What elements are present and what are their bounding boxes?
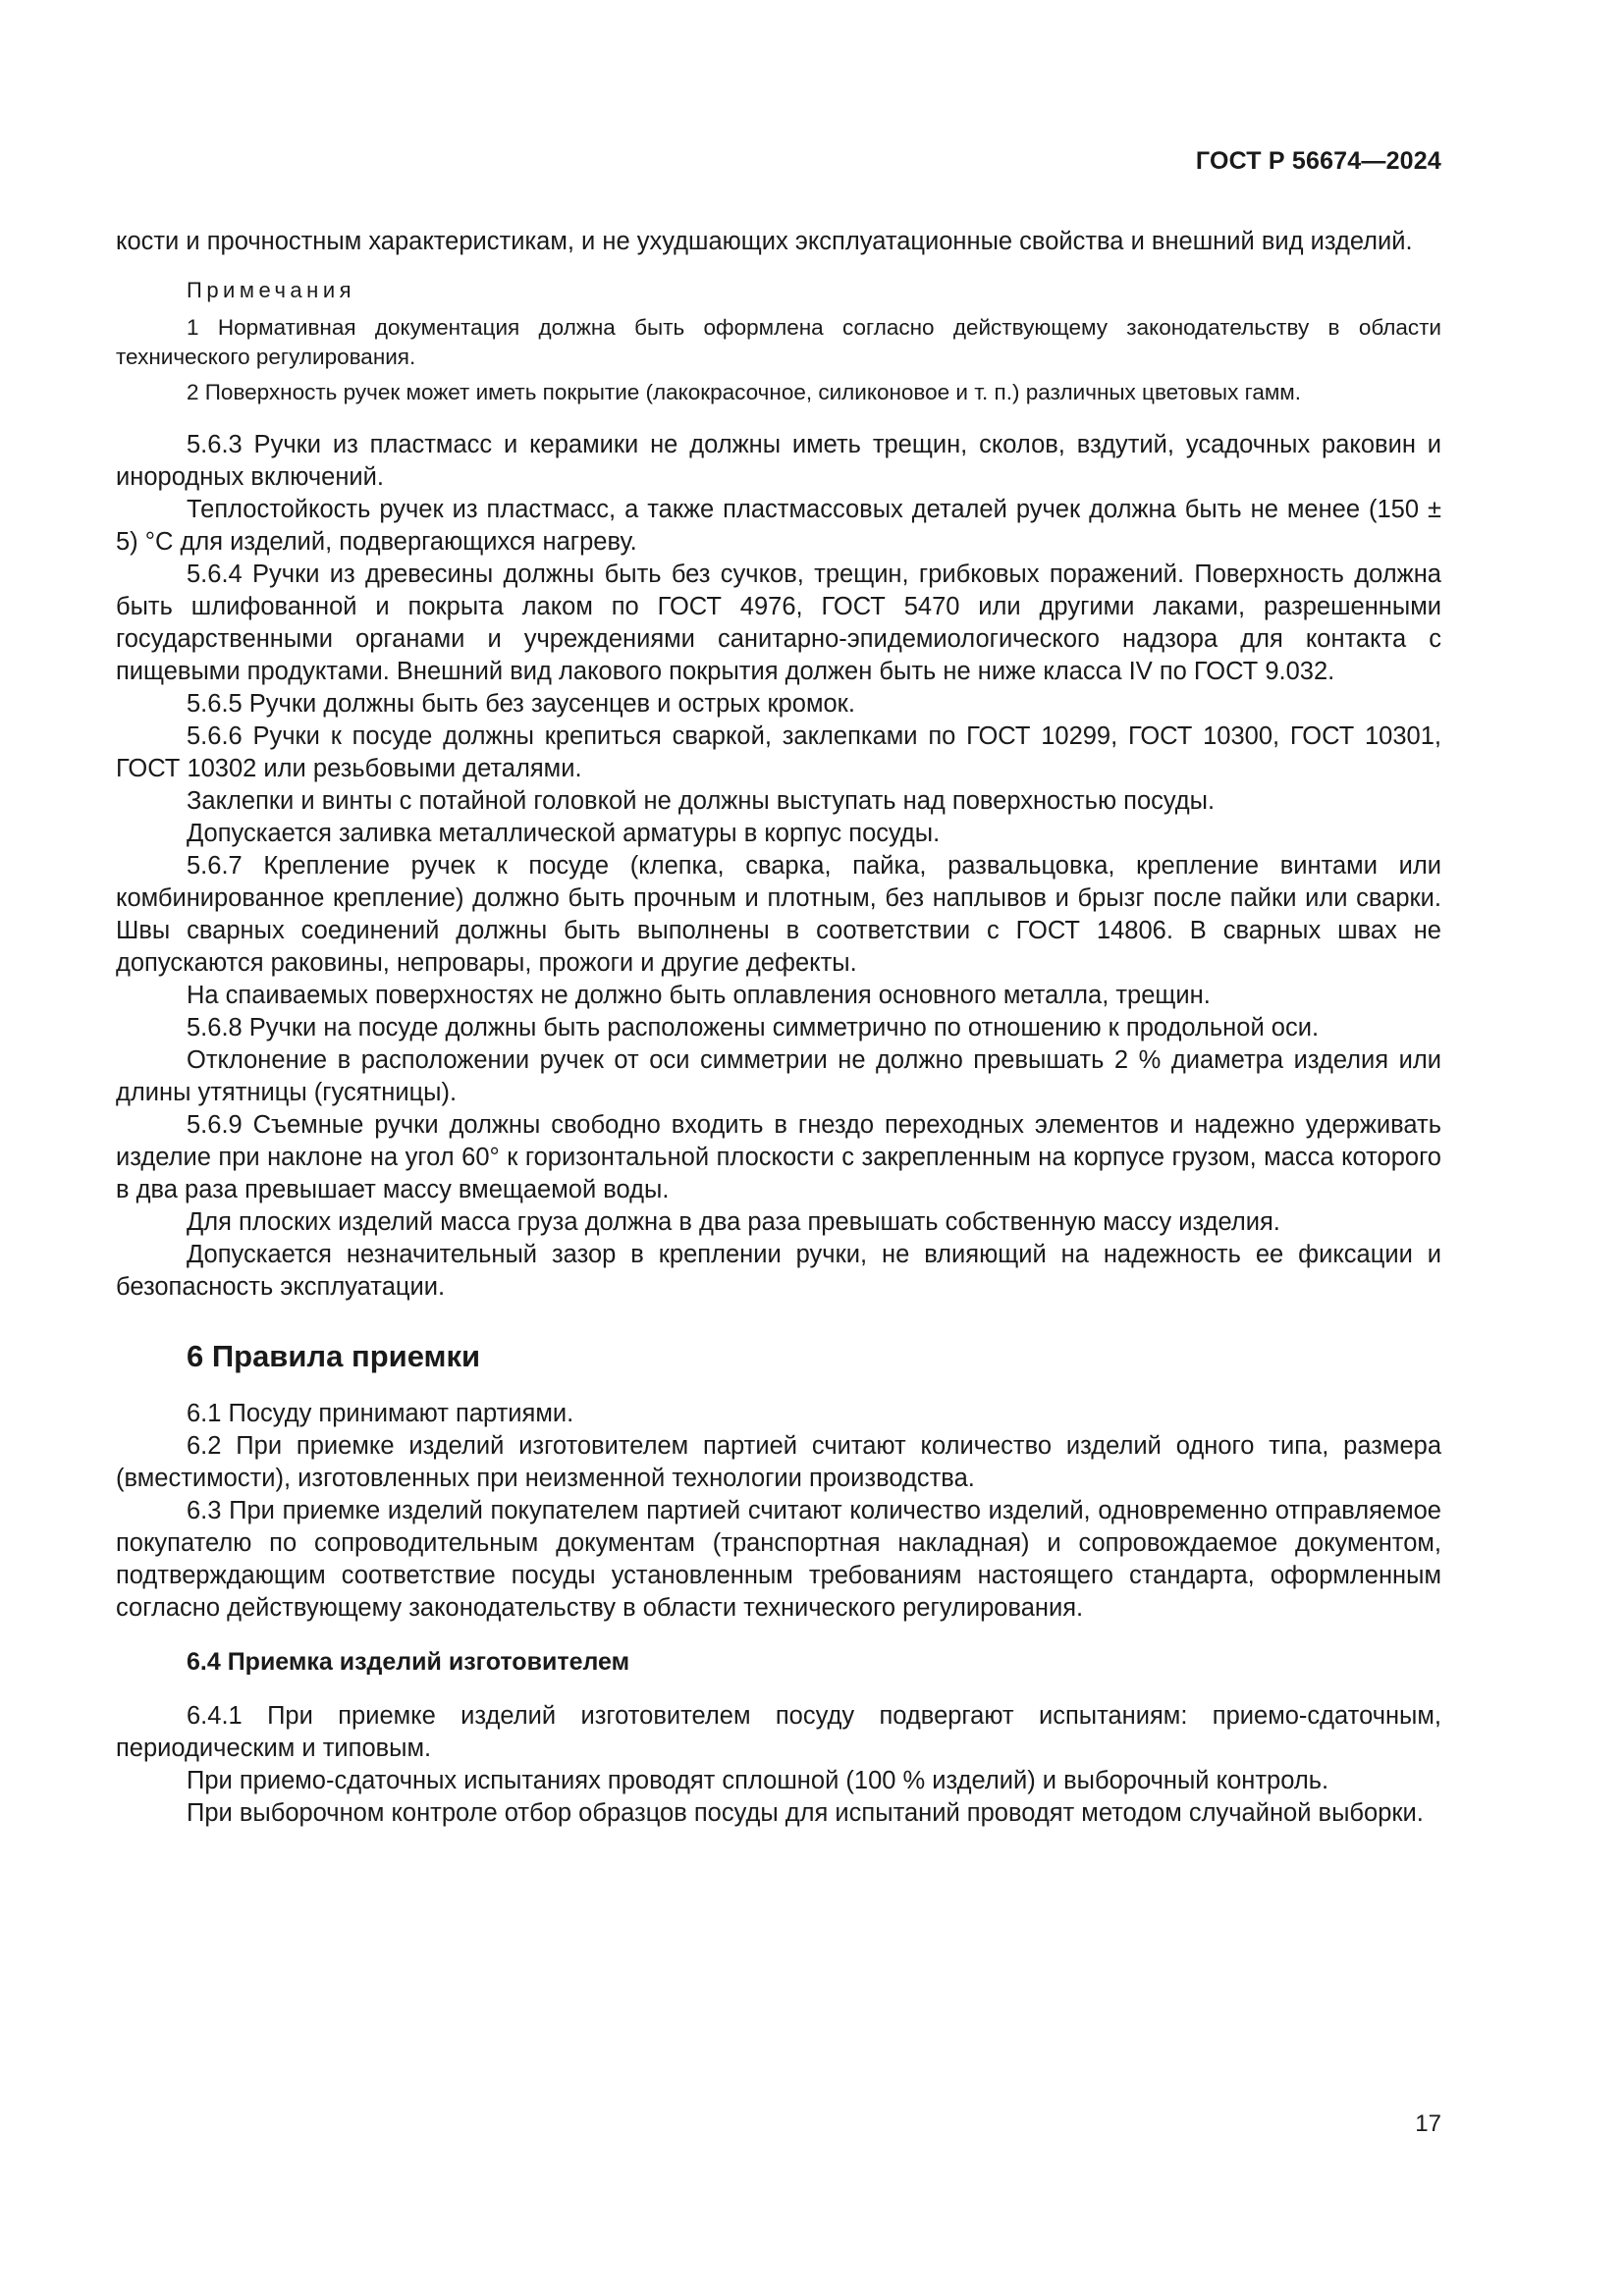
paragraph-flat-items: Для плоских изделий масса груза должна в два раза превышать собственную массу изделия.	[187, 1208, 1280, 1236]
paragraph-deviation: Отклонение в расположении ручек от оси симметрии не должно превышать 2 % диаметра изделия или длины утятницы (гусятницы).	[116, 1046, 1441, 1106]
paragraph-acceptance-tests: При приемо-сдаточных испытаниях проводят сплошной (100 % изделий) и выборочный контроль.	[187, 1767, 1329, 1794]
paragraph-solder: На спаиваемых поверхностях не должно быть оплавления основного металла, трещин.	[187, 982, 1211, 1009]
paragraph-6-2: 6.2 При приемке изделий изготовителем партией считают количество изделий одного типа, размера (вместимости), изготовленных при неизменной технологии производства.	[116, 1432, 1441, 1492]
paragraph-5-6-5: 5.6.5 Ручки должны быть без заусенцев и острых кромок.	[187, 690, 855, 718]
paragraph-fill: Допускается заливка металлической арматуры в корпус посуды.	[187, 820, 941, 847]
paragraph-heat-resistance: Теплостойкость ручек из пластмасс, а также пластмассовых деталей ручек должна быть не менее (150 ± 5) °C для изделий, подвергающихся нагреву.	[116, 496, 1441, 556]
paragraph-sampling: При выборочном контроле отбор образцов посуды для испытаний проводят методом случайной выборки.	[187, 1799, 1424, 1827]
page-content	[116, 226, 1441, 1830]
paragraph-5-6-8: 5.6.8 Ручки на посуде должны быть расположены симметрично по отношению к продольной оси.	[187, 1014, 1320, 1041]
paragraph-6-3: 6.3 При приемке изделий покупателем партией считают количество изделий, одновременно отправляемое покупателю по сопроводительным документам (транспортная накладная) и сопровождаемое документом, подтверждающим соответствие посуды установленным требованиям настоящего стандарта, оформленным согласно действующему законодательству в области технического регулирования.	[116, 1497, 1441, 1622]
page-number: 17	[1415, 2110, 1441, 2137]
notes-title: Примечания	[187, 278, 356, 302]
paragraph-6-1: 6.1 Посуду принимают партиями.	[187, 1400, 574, 1427]
paragraph-5-6-7: 5.6.7 Крепление ручек к посуде (клепка, сварка, пайка, развальцовка, крепление винтами или комбинированное крепление) должно быть прочным и плотным, без наплывов и брызг после пайки или сварки. Швы сварных соединений должны быть выполнены в соответствии с ГОСТ 14806. В сварных швах не допускаются раковины, непровары, прожоги и другие дефекты.	[116, 852, 1441, 977]
paragraph-6-4-1: 6.4.1 При приемке изделий изготовителем посуду подвергают испытаниям: приемо-сдаточным, периодическим и типовым.	[116, 1702, 1441, 1762]
paragraph-5-6-4: 5.6.4 Ручки из древесины должны быть без сучков, трещин, грибковых поражений. Поверхность должна быть шлифованной и покрыта лаком по ГОСТ 4976, ГОСТ 5470 или другими лаками, разрешенными государственными органами и учреждениями санитарно-эпидемиологического надзора для контакта с пищевыми продуктами. Внешний вид лакового покрытия должен быть не ниже класса IV по ГОСТ 9.032.	[116, 561, 1441, 685]
paragraph-continuation: кости и прочностным характеристикам, и не ухудшающих эксплуатационные свойства и внешний вид изделий.	[116, 228, 1413, 255]
paragraph-5-6-3: 5.6.3 Ручки из пластмасс и керамики не должны иметь трещин, сколов, вздутий, усадочных раковин и инородных включений.	[116, 431, 1441, 491]
section-6-title: 6 Правила приемки	[187, 1339, 481, 1373]
note-2: 2 Поверхность ручек может иметь покрытие (лакокрасочное, силиконовое и т. п.) различных цветовых гамм.	[187, 380, 1302, 404]
paragraph-rivets: Заклепки и винты с потайной головкой не должны выступать над поверхностью посуды.	[187, 787, 1216, 815]
note-1: 1 Нормативная документация должна быть оформлена согласно действующему законодательству в области технического регулирования.	[116, 315, 1441, 369]
paragraph-5-6-6: 5.6.6 Ручки к посуде должны крепиться сваркой, заклепками по ГОСТ 10299, ГОСТ 10300, ГОСТ 10301, ГОСТ 10302 или резьбовыми деталями.	[116, 722, 1441, 782]
paragraph-5-6-9: 5.6.9 Съемные ручки должны свободно входить в гнездо переходных элементов и надежно удерживать изделие при наклоне на угол 60° к горизонтальной плоскости с закрепленным на корпусе грузом, масса которого в два раза превышает массу вмещаемой воды.	[116, 1111, 1441, 1203]
document-code: ГОСТ Р 56674—2024	[1195, 147, 1441, 175]
section-6-4-title: 6.4 Приемка изделий изготовителем	[187, 1648, 630, 1676]
paragraph-gap: Допускается незначительный зазор в креплении ручки, не влияющий на надежность ее фиксации и безопасность эксплуатации.	[116, 1241, 1441, 1301]
